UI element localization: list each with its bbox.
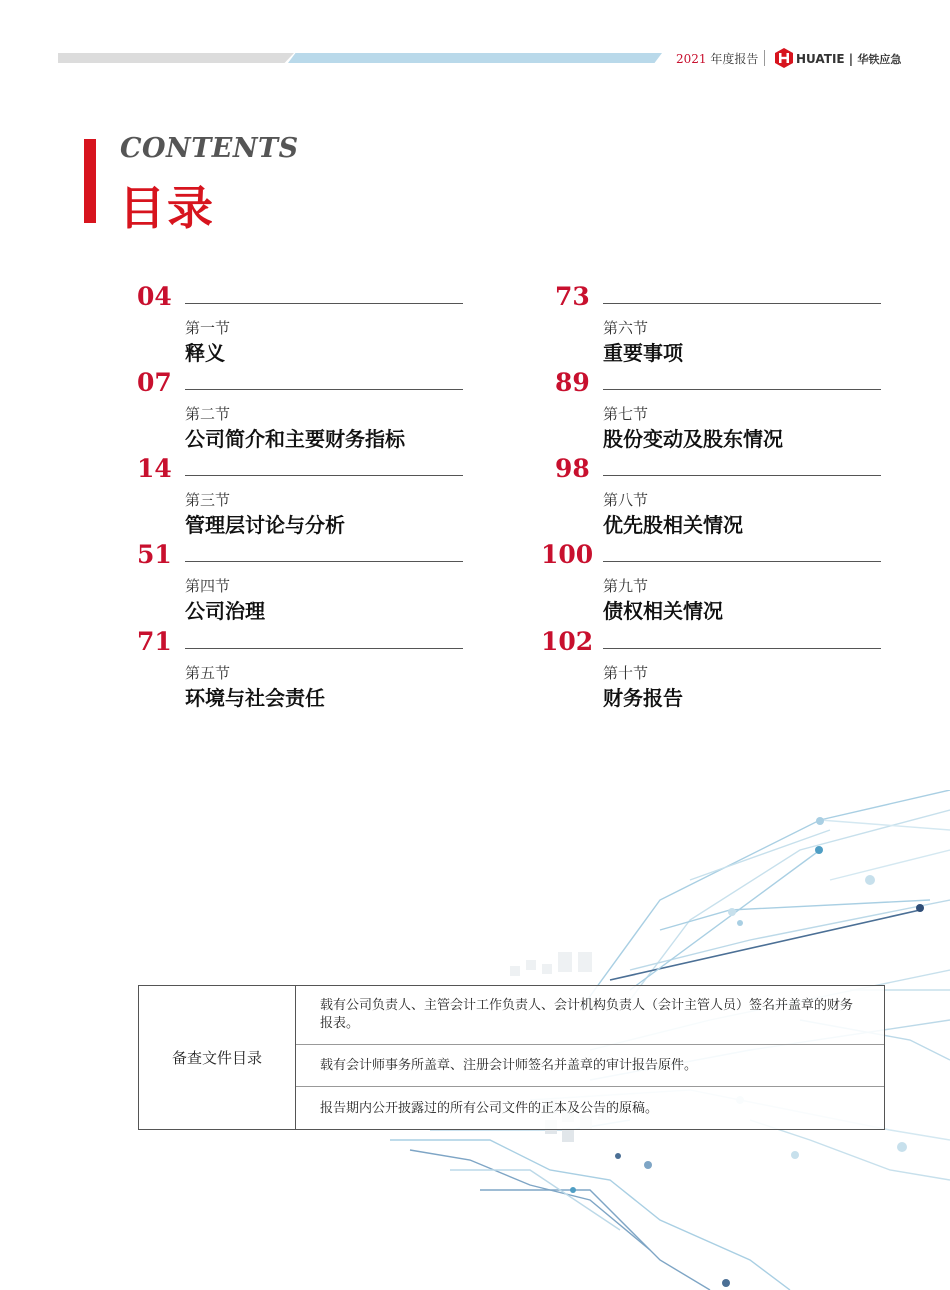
reference-doc-item: 报告期内公开披露过的所有公司文件的正本及公告的原稿。 — [320, 1101, 659, 1116]
report-year: 2021 — [676, 52, 707, 66]
contents-title-zh: 目录 — [119, 181, 215, 235]
toc-divider — [603, 303, 881, 304]
toc-item[interactable] — [137, 454, 467, 537]
toc-page-number: 100 — [541, 540, 594, 569]
toc-page-number: 98 — [555, 454, 590, 483]
toc-divider — [185, 648, 463, 649]
toc-divider — [185, 475, 463, 476]
toc-divider — [603, 561, 881, 562]
toc-item[interactable] — [555, 282, 885, 365]
toc-section-label: 第四节 — [185, 577, 231, 595]
brand-zh: 华铁应急 — [857, 53, 902, 66]
toc-page-number: 73 — [555, 282, 590, 311]
toc-section-label: 第八节 — [603, 491, 649, 509]
toc-page-number: 71 — [137, 627, 172, 656]
toc-page-number: 51 — [137, 540, 172, 569]
toc-item[interactable] — [137, 540, 467, 623]
toc-item[interactable] — [137, 282, 467, 365]
toc-section-label: 第五节 — [185, 664, 231, 682]
toc-section-label: 第七节 — [603, 405, 649, 423]
toc-item[interactable] — [555, 368, 885, 451]
toc-page-number: 102 — [541, 627, 594, 656]
toc-section-title: 公司治理 — [185, 599, 265, 623]
toc-divider — [185, 389, 463, 390]
reference-docs-label: 备查文件目录 — [139, 986, 296, 1129]
toc-section-label: 第三节 — [185, 491, 231, 509]
brand-en: HUATIE — [796, 52, 845, 66]
reference-doc-item: 载有公司负责人、主管会计工作负责人、会计机构负责人（会计主管人员）签名并盖章的财务报表。 — [296, 986, 884, 1045]
toc-section-label: 第一节 — [185, 319, 231, 337]
toc-section-title: 管理层讨论与分析 — [185, 513, 345, 537]
report-label: 年度报告 — [710, 52, 759, 66]
toc-page-number: 07 — [137, 368, 172, 397]
toc-section-title: 财务报告 — [603, 686, 683, 710]
title-accent-bar — [84, 139, 96, 223]
toc-item[interactable] — [555, 454, 885, 537]
header-bar-blue — [288, 53, 662, 63]
toc-page-number: 89 — [555, 368, 590, 397]
toc-divider — [603, 475, 881, 476]
huatie-logo-icon — [775, 48, 793, 68]
toc-section-title: 股份变动及股东情况 — [603, 427, 783, 451]
toc-page-number: 04 — [137, 282, 172, 311]
toc-divider — [185, 303, 463, 304]
toc-item[interactable] — [541, 627, 871, 710]
toc-section-title: 优先股相关情况 — [603, 513, 743, 537]
toc-section-label: 第六节 — [603, 319, 649, 337]
reference-docs-table — [138, 985, 885, 1130]
toc-item[interactable] — [137, 627, 467, 710]
report-year-label — [676, 50, 758, 67]
toc-item[interactable] — [137, 368, 467, 451]
reference-doc-item: 载有会计师事务所盖章、注册会计师签名并盖章的审计报告原件。 — [296, 1045, 884, 1087]
toc-divider — [603, 389, 881, 390]
toc-section-label: 第九节 — [603, 577, 649, 595]
toc-item[interactable] — [541, 540, 871, 623]
toc-section-title: 环境与社会责任 — [185, 686, 325, 710]
toc-section-title: 公司简介和主要财务指标 — [185, 427, 405, 451]
toc-page-number: 14 — [137, 454, 172, 483]
toc-section-title: 释义 — [185, 341, 225, 365]
toc-divider — [603, 648, 881, 649]
toc-section-label: 第二节 — [185, 405, 231, 423]
toc-section-title: 重要事项 — [603, 341, 683, 365]
toc-section-label: 第十节 — [603, 664, 649, 682]
contents-title-en: CONTENTS — [120, 133, 299, 164]
header-bar-grey — [58, 53, 294, 63]
header-separator — [764, 50, 765, 66]
toc-section-title: 债权相关情况 — [603, 599, 723, 623]
toc-divider — [185, 561, 463, 562]
brand-name: HUATIE | 华铁应急 — [796, 52, 902, 66]
